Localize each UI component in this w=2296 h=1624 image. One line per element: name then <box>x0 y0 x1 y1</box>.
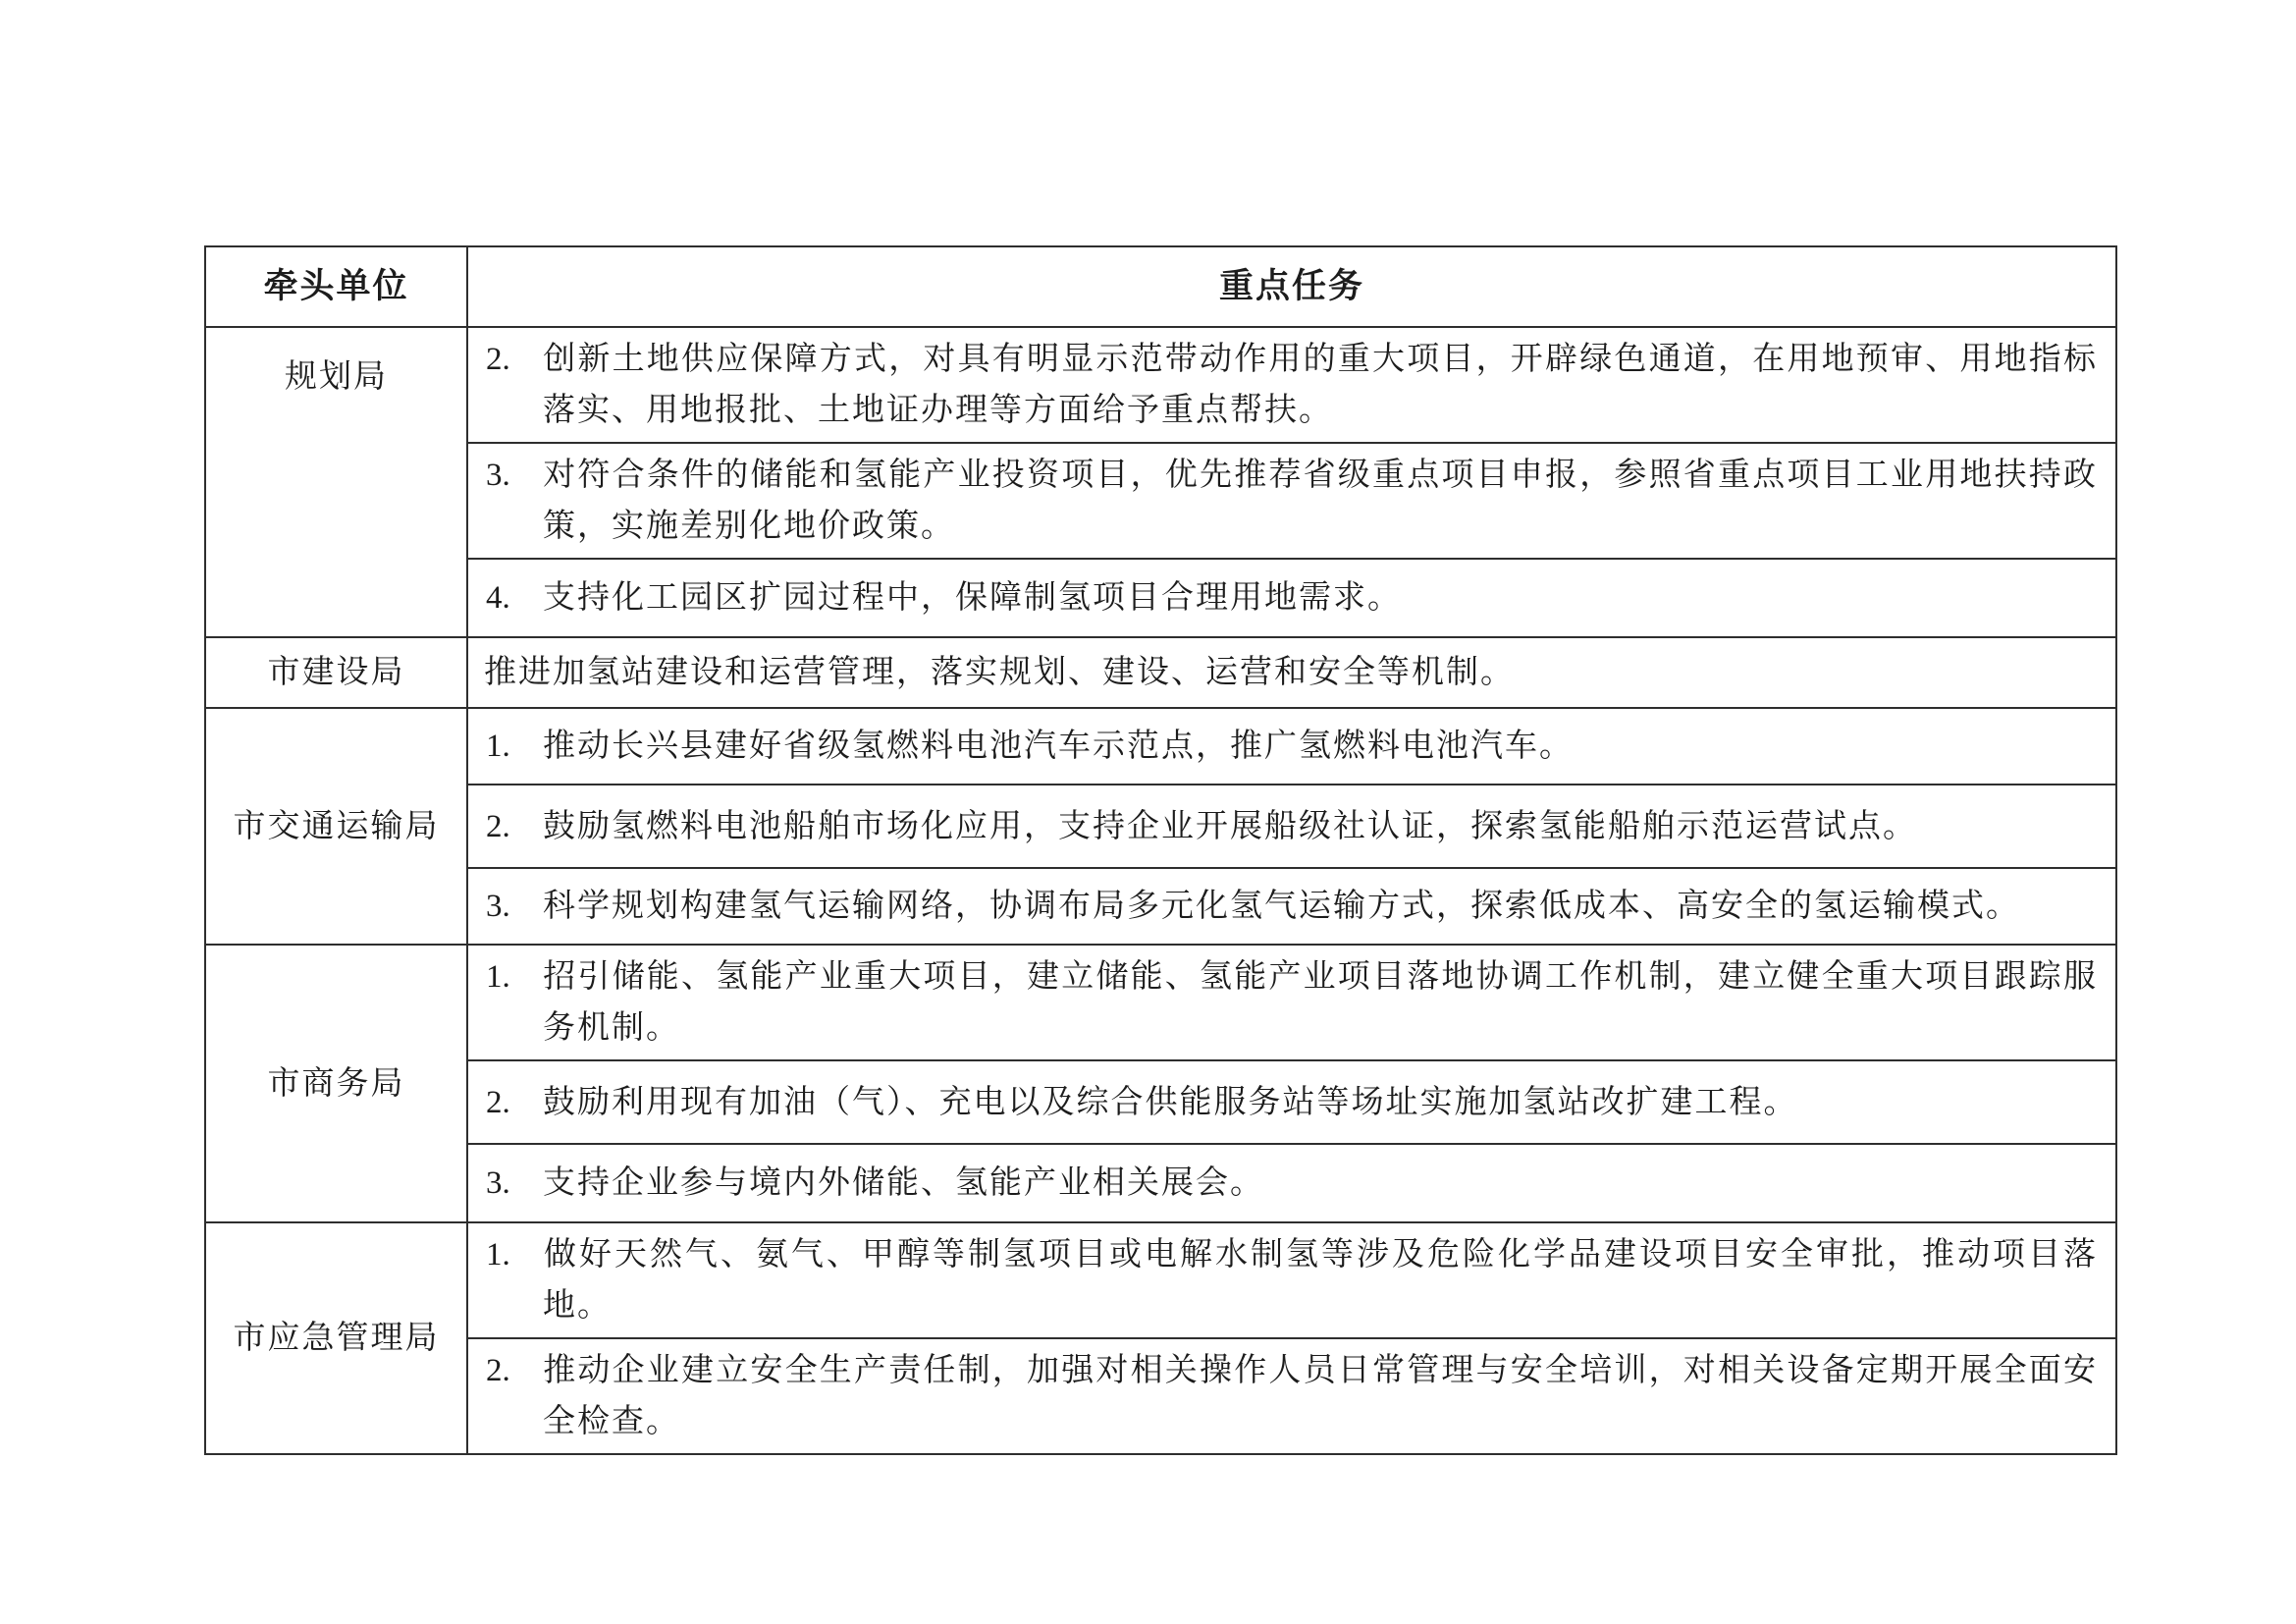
table-row <box>205 1338 2116 1454</box>
task-cell <box>467 1338 2116 1454</box>
task-text: 推动企业建立安全生产责任制，加强对相关操作人员日常管理与安全培训，对相关设备定期开展全面安全检查。 <box>543 1353 2098 1439</box>
task-number: 1. <box>486 729 510 764</box>
task-text: 推进加氢站建设和运营管理，落实规划、建设、运营和安全等机制。 <box>484 655 1515 690</box>
task-cell <box>467 559 2116 637</box>
task-text: 科学规划构建氢气运输网络，协调布局多元化氢气运输方式，探索低成本、高安全的氢运输模式。 <box>543 889 2020 924</box>
table-row <box>205 1222 2116 1338</box>
task-cell <box>467 945 2116 1060</box>
task-number: 2. <box>486 1353 510 1388</box>
unit-cell-emergency-management-bureau: 市应急管理局 <box>205 1222 467 1454</box>
task-text: 推动长兴县建好省级氢燃料电池汽车示范点，推广氢燃料电池汽车。 <box>543 729 1574 764</box>
unit-cell-construction-bureau: 市建设局 <box>205 637 467 708</box>
task-text: 支持企业参与境内外储能、氢能产业相关展会。 <box>543 1165 1264 1201</box>
task-cell <box>467 868 2116 945</box>
task-text: 做好天然气、氨气、甲醇等制氢项目或电解水制氢等涉及危险化学品建设项目安全审批，推动项目落地。 <box>543 1237 2098 1324</box>
task-cell <box>467 637 2116 708</box>
table-row <box>205 443 2116 559</box>
task-number: 3. <box>486 458 510 493</box>
table-row <box>205 1060 2116 1144</box>
task-text: 创新土地供应保障方式，对具有明显示范带动作用的重大项目，开辟绿色通道，在用地预审、用地指标落实、用地报批、土地证办理等方面给予重点帮扶。 <box>543 342 2098 428</box>
task-cell <box>467 443 2116 559</box>
task-text: 招引储能、氢能产业重大项目，建立储能、氢能产业项目落地协调工作机制，建立健全重大项目跟踪服务机制。 <box>543 959 2098 1046</box>
task-text: 鼓励利用现有加油（气）、充电以及综合供能服务站等场址实施加氢站改扩建工程。 <box>543 1084 1798 1120</box>
lead-unit-task-table <box>204 245 2117 1455</box>
table-header-row <box>205 246 2116 327</box>
table-row <box>205 327 2116 443</box>
task-number: 2. <box>486 1084 510 1120</box>
task-number: 2. <box>486 808 510 844</box>
table-row <box>205 559 2116 637</box>
table-row <box>205 637 2116 708</box>
table-row <box>205 945 2116 1060</box>
task-cell <box>467 708 2116 785</box>
table-row <box>205 708 2116 785</box>
task-number: 2. <box>486 342 510 377</box>
task-number: 1. <box>486 1237 510 1272</box>
task-number: 1. <box>486 959 510 995</box>
header-key-tasks: 重点任务 <box>467 246 2116 327</box>
table-row <box>205 785 2116 868</box>
task-cell <box>467 785 2116 868</box>
task-number: 3. <box>486 1165 510 1201</box>
task-cell <box>467 1060 2116 1144</box>
unit-cell-transport-bureau: 市交通运输局 <box>205 708 467 945</box>
task-cell <box>467 1222 2116 1338</box>
table-row <box>205 868 2116 945</box>
unit-cell-planning-bureau: 规划局 <box>205 327 467 637</box>
unit-cell-commerce-bureau: 市商务局 <box>205 945 467 1222</box>
task-number: 4. <box>486 580 510 616</box>
task-cell <box>467 1144 2116 1222</box>
task-text: 对符合条件的储能和氢能产业投资项目，优先推荐省级重点项目申报，参照省重点项目工业用地扶持政策，实施差别化地价政策。 <box>543 458 2098 544</box>
task-text: 鼓励氢燃料电池船舶市场化应用，支持企业开展船级社认证，探索氢能船舶示范运营试点。 <box>543 808 1917 844</box>
table-row <box>205 1144 2116 1222</box>
header-lead-unit: 牵头单位 <box>205 246 467 327</box>
task-number: 3. <box>486 889 510 924</box>
task-text: 支持化工园区扩园过程中，保障制氢项目合理用地需求。 <box>543 580 1402 616</box>
task-cell <box>467 327 2116 443</box>
